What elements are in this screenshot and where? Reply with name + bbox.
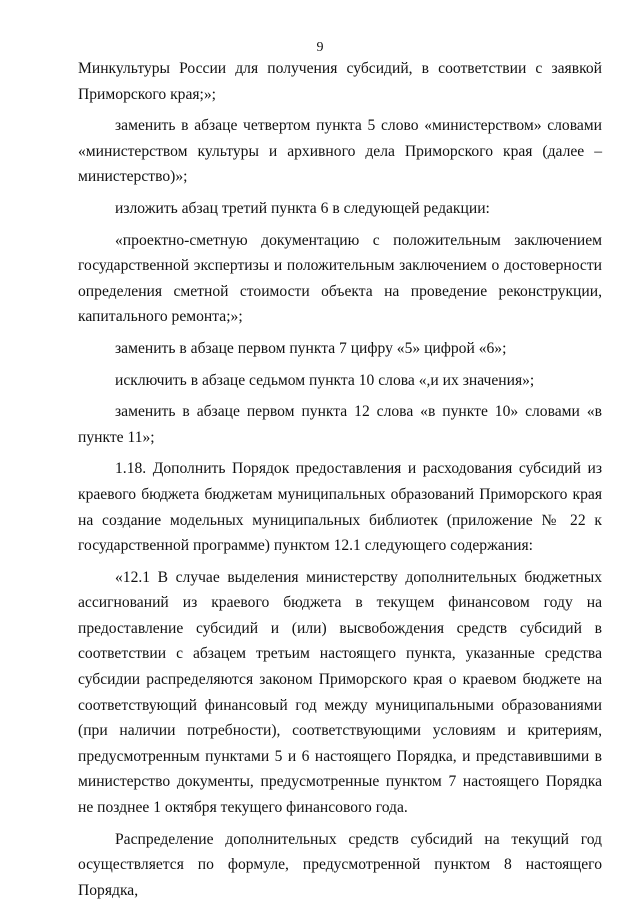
paragraph: изложить абзац третий пункта 6 в следующей редакции:	[115, 199, 490, 217]
paragraph: 1.18. Дополнить Порядок предоставления и расходования субсидий из краевого бюджета бюджетам муниципальных образований Приморского края на создание модельных муниципальных библиотек (приложение № 22 к государственной программе) пунктом 12.1 следующего содержания:	[78, 460, 602, 555]
paragraph: Распределение дополнительных средств субсидий на текущий год осуществляется по формуле, предусмотренной пунктом 8 настоящего Порядка,	[78, 830, 602, 899]
paragraph: Минкультуры России для получения субсидий, в соответствии с заявкой Приморского края;»;	[78, 60, 602, 103]
paragraph: «проектно-сметную документацию с положительным заключением государственной экспертизы и положительным заключением о достоверности определения сметной стоимости объекта на проведение реконструкции, капитального ремонта;»;	[78, 231, 602, 326]
paragraph: заменить в абзаце первом пункта 7 цифру «5» цифрой «6»;	[115, 339, 507, 357]
page-number: 9	[316, 40, 324, 55]
paragraph: исключить в абзаце седьмом пункта 10 слова «,и их значения»;	[115, 371, 535, 389]
body-text	[78, 56, 602, 909]
paragraph: «12.1 В случае выделения министерству дополнительных бюджетных ассигнований из краевого бюджета в текущем финансовом году на предоставление субсидий и (или) высвобождения средств субсидий в соответствии с абзацем третьим настоящего пункта, указанные средства субсидии распределяются законом Приморского края о краевом бюджете на соответствующий финансовый год между муниципальными образованиями (при наличии потребности), соответствующими условиям и критериям, предусмотренным пунктами 5 и 6 настоящего Порядка, и представившими в министерство документы, предусмотренные пунктом 7 настоящего Порядка не позднее 1 октября текущего финансового года.	[78, 568, 602, 817]
paragraph: заменить в абзаце четвертом пункта 5 слово «министерством» словами «министерством культуры и архивного дела Приморского края (далее – министерство)»;	[78, 117, 602, 186]
paragraph: заменить в абзаце первом пункта 12 слова «в пункте 10» словами «в пункте 11»;	[78, 403, 602, 446]
